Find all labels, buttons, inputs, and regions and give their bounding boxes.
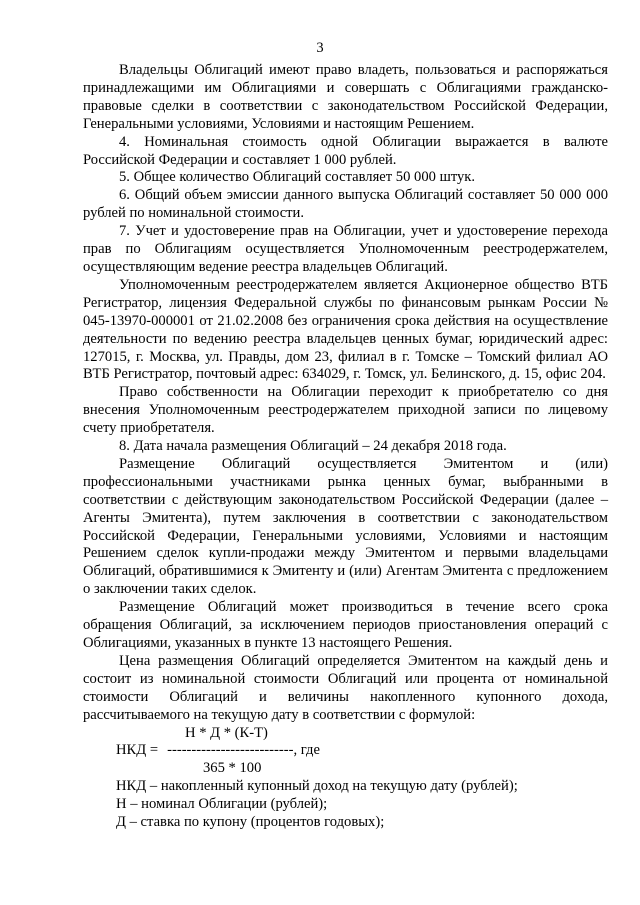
formula-fraction-bar: --------------------------, где (167, 742, 320, 759)
formula-lhs: НКД = (116, 742, 159, 759)
paragraph-rights-accounting: 7. Учет и удостоверение прав на Облигации, учет и удостоверение перехода прав по Облигациям осуществляется Уполномоченным реестродержателем, осуществляющим ведение реестра владельцев Облигаций. (83, 223, 608, 275)
definition-coupon-rate: Д – ставка по купону (процентов годовых); (116, 814, 385, 831)
formula-numerator: Н * Д * (К-Т) (185, 724, 268, 741)
document-body (83, 62, 608, 832)
paragraph-bond-count: 5. Общее количество Облигаций составляет 50 000 штук. (119, 169, 476, 186)
formula-denominator: 365 * 100 (203, 760, 262, 777)
page-number: 3 (316, 40, 324, 56)
paragraph-ownership-transfer: Право собственности на Облигации переходит к приобретателю со дня внесения Уполномоченным реестродержателем приходной записи по лицевому счету приобретателя. (83, 384, 608, 437)
paragraph-placement-method: Размещение Облигаций осуществляется Эмитентом и (или) профессиональными участниками рынка ценных бумаг, выбранными в соответствии с действующим законодательством Российской Федерации (далее – Агенты Эмитента), путем заключения в соответствии с законодательством Российской Федерации, Генеральными условиями, Условиями и настоящим Решением сделок купли-продажи между Эмитентом и первыми владельцами Облигаций, обратившимися к Эмитенту и (или) Агентам Эмитента с предложением о заключении таких сделок. (83, 455, 608, 598)
paragraph-placement-price: Цена размещения Облигаций определяется Эмитентом на каждый день и состоит из номинальной стоимости Облигаций или процента от номинальной стоимости Облигаций и величины накопленного купонного дохода, рассчитываемого на текущую дату в соответствии с формулой: (83, 652, 608, 723)
paragraph-emission-volume: 6. Общий объем эмиссии данного выпуска Облигаций составляет 50 000 000 рублей по номинальной стоимости. (83, 187, 608, 222)
paragraph-registrar: Уполномоченным реестродержателем является Акционерное общество ВТБ Регистратор, лицензия Федеральной службы по финансовым рынкам России № 045-13970-000001 от 21.02.2008 без ограничения срока действия на осуществление деятельности по ведению реестра владельцев ценных бумаг, юридический адрес: 127015, г. Москва, ул. Правды, дом 23, филиал в г. Томске – Томский филиал АО ВТБ Регистратор, почтовый адрес: 634029, г. Томск, ул. Белинского, д. 15, офис 204. (83, 276, 608, 383)
formula-line (83, 742, 608, 760)
paragraph-owner-rights: Владельцы Облигаций имеют право владеть, пользоваться и распоряжаться принадлежащими им Облигациями и совершать с Облигациями гражданско-правовые сделки в соответствии с законодательством Российской Федерации, Генеральными условиями, Условиями и настоящим Решением. (83, 62, 608, 132)
paragraph-placement-period: Размещение Облигаций может производиться в течение всего срока обращения Облигаций, за исключением периодов приостановления операций с Облигациями, указанных в пункте 13 настоящего Решения. (83, 599, 608, 651)
definition-nominal: Н – номинал Облигации (рублей); (116, 796, 328, 813)
definition-nkd: НКД – накопленный купонный доход на текущую дату (рублей); (116, 778, 518, 795)
paragraph-placement-date: 8. Дата начала размещения Облигаций – 24 декабря 2018 года. (119, 438, 507, 455)
paragraph-nominal-value: 4. Номинальная стоимость одной Облигации выражается в валюте Российской Федерации и составляет 1 000 рублей. (83, 133, 608, 168)
